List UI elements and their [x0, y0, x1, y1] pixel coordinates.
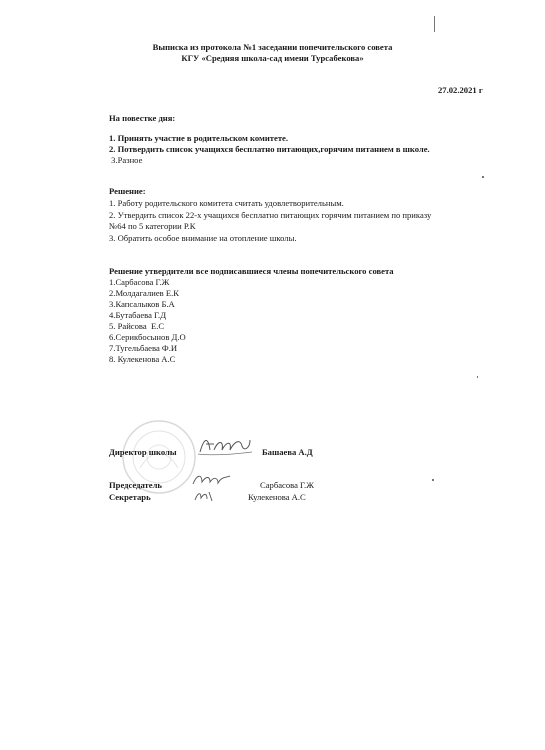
- director-title: Директор школы: [109, 447, 177, 457]
- scan-speck: [482, 176, 484, 178]
- director-name: Башаева А.Д: [262, 447, 313, 457]
- scan-speck: [477, 376, 478, 378]
- member-item: 2.Молдагалиев Е.К: [109, 288, 179, 298]
- director-signature: [196, 432, 254, 458]
- secretary-name: Кулекенова А.С: [248, 492, 306, 502]
- decision-item: №64 по 5 категории Р.К: [109, 221, 196, 231]
- member-item: 5. Райсова Е.С: [109, 321, 165, 331]
- agenda-item: 3.Разное: [109, 155, 143, 165]
- member-item: 1.Сарбасова Г.Ж: [109, 277, 170, 287]
- document-title-line1: Выписка из протокола №1 заседании попечительского совета: [152, 42, 393, 52]
- decision-heading: Решение:: [109, 186, 146, 196]
- decision-item: 2. Утвердить список 22-х учащихся бесплатно питающих горячим питанием по приказу: [109, 210, 432, 220]
- chair-signature: [190, 470, 232, 490]
- chair-title: Председатель: [109, 480, 162, 490]
- member-item: 6.Серикбосынов Д.О: [109, 332, 186, 342]
- member-item: 3.Капсалыков Б.А: [109, 299, 175, 309]
- member-item: 4.Бутабаева Г.Д: [109, 310, 167, 320]
- member-item: 7.Тугельбаева Ф.И: [109, 343, 178, 353]
- scan-speck: [434, 16, 435, 32]
- decision-item: 1. Работу родительского комитета считать удовлетворительным.: [109, 198, 344, 208]
- document-title-line2: КГУ «Средняя школа-сад имени Турсабекова»: [181, 53, 364, 63]
- decision-item: 3. Обратить особое внимание на отопление школы.: [109, 233, 297, 243]
- secretary-title: Секретарь: [109, 492, 151, 502]
- document-date: 27.02.2021 г: [438, 85, 483, 95]
- secretary-signature: [192, 488, 216, 504]
- agenda-item: 2. Потвердить список учащихся бесплатно питающих,горячим питанием в школе.: [109, 144, 430, 154]
- scan-speck: [432, 479, 434, 481]
- agenda-item: 1. Принять участие в родительском комитете.: [109, 133, 289, 143]
- chair-name: Сарбасова Г.Ж: [260, 480, 314, 490]
- members-heading: Решение утвердители все подписавшиеся члены попечительского совета: [109, 266, 394, 276]
- agenda-heading: На повестке дня:: [109, 113, 176, 123]
- member-item: 8. Кулекенова А.С: [109, 354, 176, 364]
